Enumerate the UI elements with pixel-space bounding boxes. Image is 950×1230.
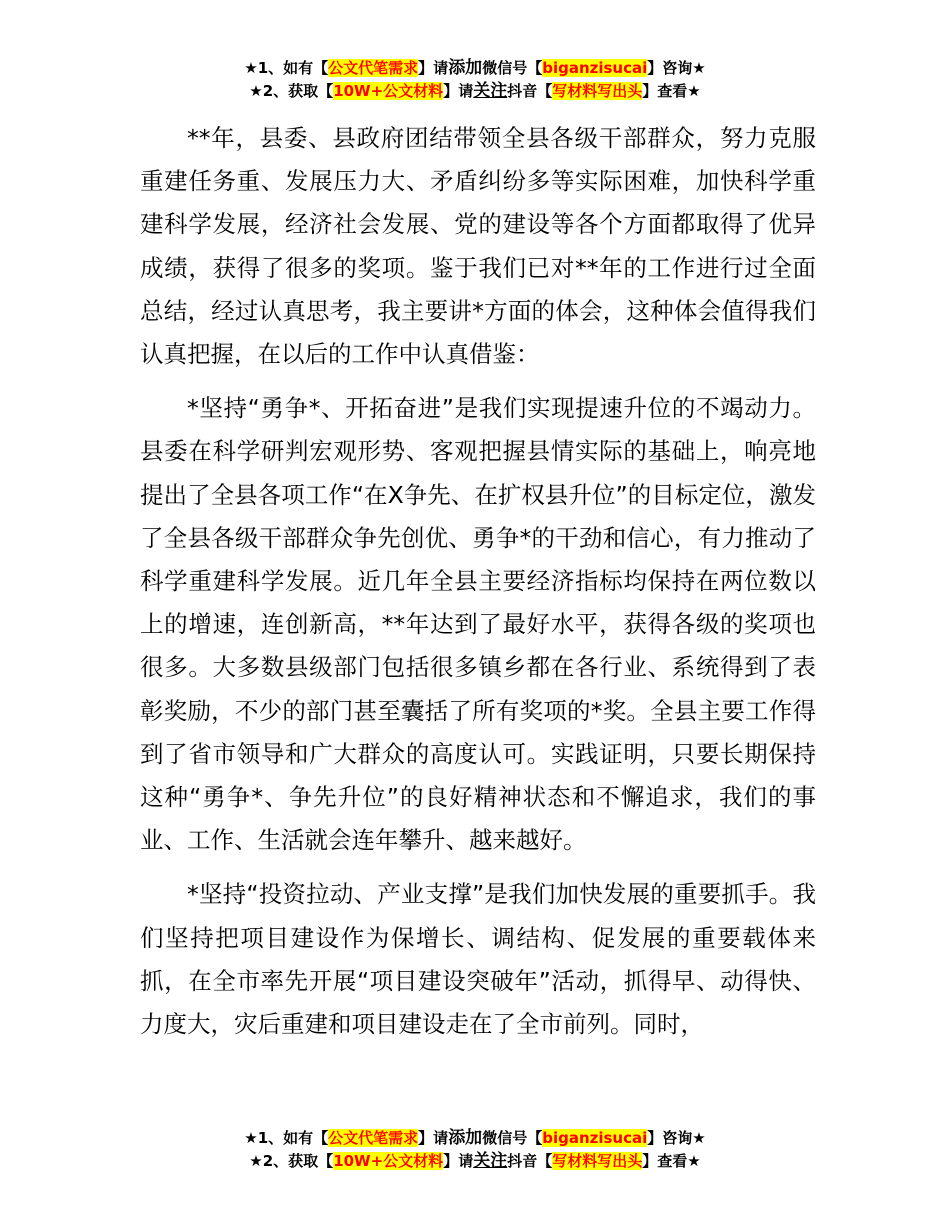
- banner-text: 】咨询★: [647, 1129, 706, 1147]
- banner-text: 】请: [418, 59, 449, 77]
- banner-line-1: [0, 57, 950, 80]
- emphasis-text: 关注: [473, 81, 508, 101]
- banner-text: 抖音【: [507, 1152, 553, 1170]
- banner-text: 微信号【: [482, 1129, 543, 1147]
- header-banner: [0, 57, 950, 103]
- banner-line-2: [0, 1150, 950, 1173]
- banner-text: 】请: [443, 82, 474, 100]
- emphasis-text: 添加: [448, 58, 483, 78]
- banner-text: 抖音【: [507, 82, 553, 100]
- banner-text: ★2、获取【: [249, 1152, 334, 1170]
- banner-text: ★1、如有【: [244, 59, 329, 77]
- highlight-text: 10W+公文材料: [333, 1152, 444, 1170]
- banner-text: 】查看★: [642, 1152, 701, 1170]
- footer-banner: [0, 1127, 950, 1173]
- highlight-text: 公文代笔需求: [328, 1129, 419, 1147]
- paragraph-2: *坚持“勇争*、开拓奋进”是我们实现提速升位的不竭动力。县委在科学研判宏观形势、客观把握县情实际的基础上，响亮地提出了全县各项工作“在X争先、在扩权县升位”的目标定位，激发了全县各级干部群众争先创优、勇争*的干劲和信心，有力推动了科学重建科学发展。近几年全县主要经济指标均保持在两位数以上的增速，连创新高，**年达到了最好水平，获得各级的奖项也很多。大多数县级部门包括很多镇乡都在各行业、系统得到了表彰奖励，不少的部门甚至囊括了所有奖项的*奖。全县主要工作得到了省市领导和广大群众的高度认可。实践证明，只要长期保持这种“勇争*、争先升位”的良好精神状态和不懈追求，我们的事业、工作、生活就会连年攀升、越来越好。: [140, 394, 816, 855]
- douyin-id: 写材料写出头: [552, 82, 643, 100]
- highlight-text: 10W+公文材料: [333, 82, 444, 100]
- banner-text: 】请: [418, 1129, 449, 1147]
- banner-text: 】咨询★: [647, 59, 706, 77]
- wechat-id: biganzisucai: [542, 59, 648, 77]
- banner-line-1: [0, 1127, 950, 1150]
- banner-text: ★2、获取【: [249, 82, 334, 100]
- emphasis-text: 添加: [448, 1128, 483, 1148]
- banner-text: 】查看★: [642, 82, 701, 100]
- document-body: [140, 117, 816, 1057]
- banner-line-2: [0, 80, 950, 103]
- highlight-text: 公文代笔需求: [328, 59, 419, 77]
- paragraph-3: *坚持“投资拉动、产业支撑”是我们加快发展的重要抓手。我们坚持把项目建设作为保增长、调结构、促发展的重要载体来抓，在全市率先开展“项目建设突破年”活动，抓得早、动得快、力度大，灾后重建和项目建设走在了全市前列。同时，: [140, 880, 816, 1039]
- banner-text: 微信号【: [482, 59, 543, 77]
- wechat-id: biganzisucai: [542, 1129, 648, 1147]
- emphasis-text: 关注: [473, 1151, 508, 1171]
- douyin-id: 写材料写出头: [552, 1152, 643, 1170]
- banner-text: ★1、如有【: [244, 1129, 329, 1147]
- paragraph-1: **年，县委、县政府团结带领全县各级干部群众，努力克服重建任务重、发展压力大、矛盾纠纷多等实际困难，加快科学重建科学发展，经济社会发展、党的建设等各个方面都取得了优异成绩，获得了很多的奖项。鉴于我们已对**年的工作进行过全面总结，经过认真思考，我主要讲*方面的体会，这种体会值得我们认真把握，在以后的工作中认真借鉴：: [140, 124, 816, 369]
- banner-text: 】请: [443, 1152, 474, 1170]
